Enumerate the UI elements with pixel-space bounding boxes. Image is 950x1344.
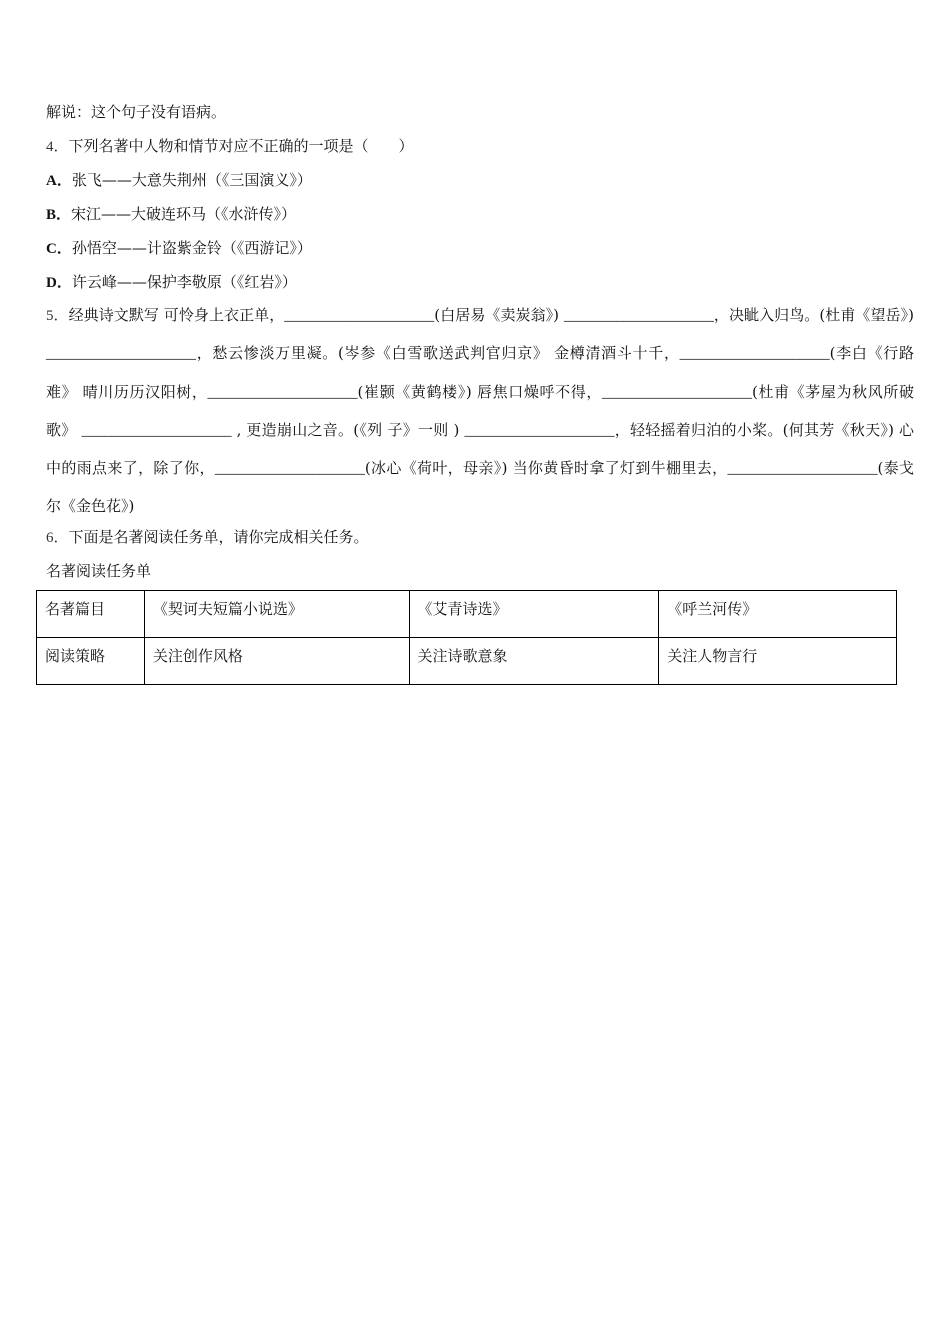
table-cell: 阅读策略 <box>37 638 145 685</box>
poem-text: (杜甫《茅屋为秋风所破歌》 <box>46 382 914 439</box>
table-row <box>37 591 897 638</box>
question-text: 下列名著中人物和情节对应不正确的一项是（ ） <box>68 137 414 155</box>
option-letter: D． <box>46 275 72 291</box>
option-letter: C． <box>46 241 72 257</box>
table-cell: 《契诃夫短篇小说选》 <box>144 591 409 638</box>
fill-blank[interactable]: ____________________ <box>46 346 196 363</box>
option-b <box>46 204 296 225</box>
question-5-poetry-dictation <box>46 297 914 526</box>
option-letter: A． <box>46 173 72 189</box>
fill-blank[interactable]: ____________________ <box>214 461 365 478</box>
reading-task-table <box>36 590 897 685</box>
table-cell: 关注创作风格 <box>144 638 409 685</box>
option-text: 张飞——大意失荆州（《三国演义》） <box>71 171 312 189</box>
question-text: 下面是名著阅读任务单，请你完成相关任务。 <box>68 528 369 546</box>
table-title-text: 名著阅读任务单 <box>46 562 152 580</box>
table-row <box>37 638 897 685</box>
fill-blank[interactable]: ____________________ <box>563 308 714 324</box>
table-cell: 《艾青诗选》 <box>409 591 659 638</box>
option-d <box>46 272 297 293</box>
option-c <box>46 238 312 259</box>
poem-text: (白居易《卖炭翁》) <box>434 306 564 324</box>
poem-text: ，决眦入归鸟。(杜甫《望岳》) <box>713 306 914 324</box>
poem-text: (李白《行路难》 晴川历历汉阳树， <box>46 344 914 401</box>
fill-blank[interactable]: ____________________ <box>284 308 435 324</box>
fill-blank[interactable]: ____________________ <box>679 346 830 363</box>
table-title <box>46 561 151 581</box>
poem-text: ，轻轻摇着归泊的小桨。(何其芳《秋天》) 心中的雨点来了，除了你， <box>46 420 914 478</box>
fill-blank[interactable]: ____________________ <box>207 384 358 401</box>
option-text: 孙悟空——计盗紫金铃（《西游记》） <box>71 239 312 257</box>
fill-blank[interactable]: ____________________ <box>81 422 232 439</box>
poem-text: 经典诗文默写 可怜身上衣正单， <box>68 306 285 324</box>
option-a <box>46 170 312 191</box>
question-number: 6． <box>46 530 69 546</box>
fill-blank[interactable]: ____________________ <box>601 384 752 401</box>
poem-text: (冰心《荷叶，母亲》) 当你黄昏时拿了灯到牛棚里去， <box>364 459 728 478</box>
question-6-stem <box>46 527 369 548</box>
poem-text: (崔颢《黄鹤楼》) 唇焦口燥呼不得， <box>357 382 602 401</box>
poem-text: , 更造崩山之音。(《列 子》一则 ) <box>231 420 465 439</box>
table-cell: 《呼兰河传》 <box>659 591 897 638</box>
question-number: 5． <box>46 308 69 324</box>
table-cell: 关注人物言行 <box>659 638 897 685</box>
option-text: 宋江——大破连环马（《水浒传》） <box>71 205 297 223</box>
explanation-text <box>46 102 226 122</box>
fill-blank[interactable]: ____________________ <box>727 461 878 478</box>
table-cell: 名著篇目 <box>37 591 145 638</box>
poem-text: ，愁云惨淡万里凝。(岑参《白雪歌送武判官归京》 金樽清酒斗十千， <box>196 344 680 363</box>
option-text: 许云峰——保护李敬原（《红岩》） <box>71 273 297 291</box>
poem-text: (泰戈尔《金色花》) <box>46 459 914 516</box>
table-cell: 关注诗歌意象 <box>409 638 659 685</box>
question-4-stem <box>46 136 414 157</box>
explanation: 解说：这个句子没有语病。 <box>46 103 227 121</box>
option-letter: B． <box>46 207 72 223</box>
fill-blank[interactable]: ____________________ <box>464 422 615 439</box>
question-number: 4． <box>46 139 69 155</box>
